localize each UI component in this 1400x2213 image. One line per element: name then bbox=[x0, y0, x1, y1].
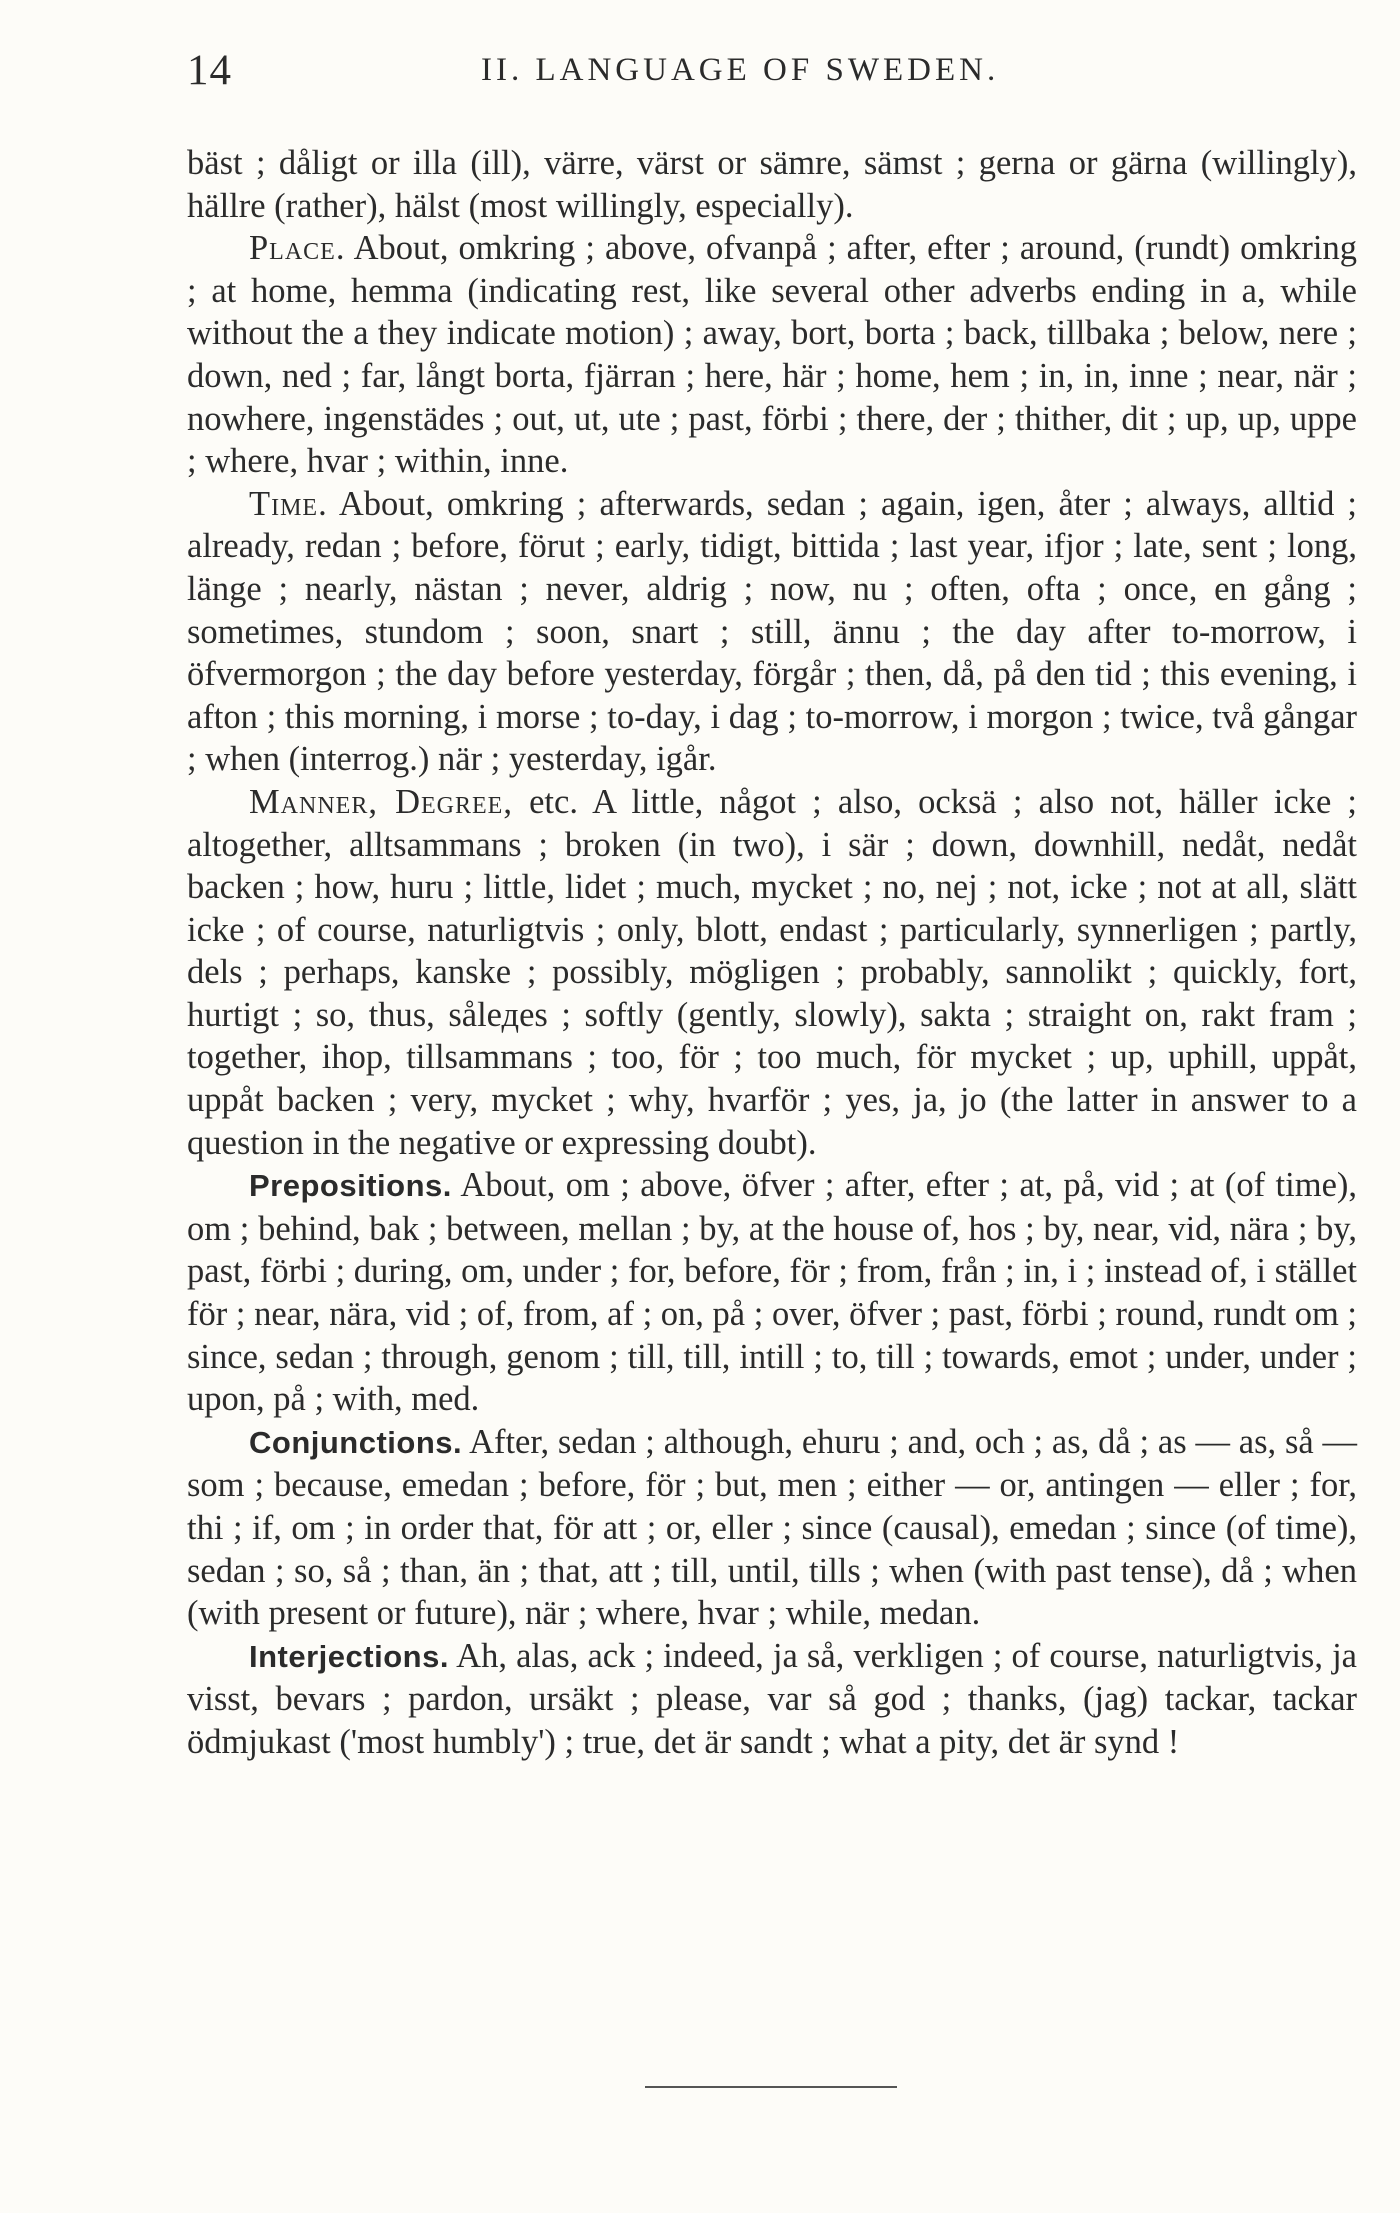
paragraph-continuation bbox=[187, 142, 1357, 227]
paragraph-manner bbox=[187, 781, 1357, 1164]
paragraph-conjunctions bbox=[187, 1421, 1357, 1635]
page-body bbox=[187, 142, 1357, 1764]
paragraph-text: After, sedan ; although, ehuru ; and, och ; as, då ; as — as, så — som ; because, emedan ; before, för ; but, men ; either — or, antingen — eller ; for, thi ; if, om ; in order that, för att ; or, eller ; since (causal), emedan ; since (of time), sedan ; so, så ; than, än ; that, att ; till, until, tills ; when (with past tense), då ; when (with present or future), när ; where, hvar ; while, medan. bbox=[187, 1422, 1357, 1633]
section-heading-place: Place. bbox=[249, 229, 346, 268]
section-heading-interjections: Interjections. bbox=[249, 1638, 449, 1674]
paragraph-prepositions bbox=[187, 1164, 1357, 1421]
paragraph-text: About, omkring ; afterwards, sedan ; again, igen, åter ; always, alltid ; already, redan ; before, förut ; early, tidigt, bittida ; last year, ifjor ; late, sent ; long, länge ; nearly, nästan ; never, aldrig ; now, nu ; often, ofta ; once, en gång ; sometimes, stundom ; soon, snart ; still, ännu ; the day after to-morrow, i öfvermorgon ; the day before yesterday, förgår ; then, då, på den tid ; this evening, i afton ; this morning, i morse ; to-day, i dag ; to-morrow, i morgon ; twice, två gångar ; when (interrog.) när ; yesterday, igår. bbox=[187, 484, 1357, 779]
section-heading-conjunctions: Conjunctions. bbox=[249, 1424, 463, 1460]
paragraph-text: About, omkring ; above, ofvanpå ; after, efter ; around, (rundt) omkring ; at home, hemma (indicating rest, like several other adverbs ending in a, while without the a they indicate motion) ; away, bort, borta ; back, tillbaka ; below, nere ; down, ned ; far, långt borta, fjärran ; here, här ; home, hem ; in, in, inne ; near, när ; nowhere, ingenstädes ; out, ut, ute ; past, förbi ; there, der ; thither, dit ; up, up, uppe ; where, hvar ; within, inne. bbox=[187, 229, 1357, 481]
paragraph-place bbox=[187, 227, 1357, 483]
paragraph-text: Ah, alas, ack ; indeed, ja så, verkligen ; of course, naturligtvis, ja visst, bevars ; pardon, ursäkt ; please, var så god ; thanks, (jag) tackar, tackar ödmjukast ('most humbly') ; true, det är sandt ; what a pity, det är synd ! bbox=[187, 1636, 1357, 1761]
section-heading-manner: Manner, Degree, bbox=[249, 782, 513, 821]
page-number: 14 bbox=[187, 47, 232, 94]
running-header bbox=[187, 46, 1357, 102]
paragraph-text: bäst ; dåligt or illa (ill), värre, värst or sämre, sämst ; gerna or gärna (willingly), hällre (rather), hälst (most willingly, especially). bbox=[187, 144, 1357, 225]
section-heading-time: Time. bbox=[249, 484, 328, 523]
paragraph-text: etc. A little, något ; also, ocksä ; also not, häller icke ; altogether, alltsammans ; broken (in two), i sär ; down, downhill, nedåt, nedåt backen ; how, huru ; little, lidet ; much, mycket ; no, nej ; not, icke ; not at all, slätt icke ; of course, naturligtvis ; only, blott, endast ; particularly, synnerligen ; partly, dels ; perhaps, kanske ; possibly, mögligen ; probably, sannolikt ; quickly, fort, hurtigt ; so, thus, sålедes ; softly (gently, slowly), sakta ; straight on, rakt fram ; together, ihop, tillsammans ; too, för ; too much, för mycket ; up, uphill, uppåt, uppåt backen ; very, mycket ; why, hvarför ; yes, ja, jo (the latter in answer to a question in the negative or expressing doubt). bbox=[187, 782, 1357, 1162]
end-rule bbox=[645, 2086, 897, 2088]
running-title: II. LANGUAGE OF SWEDEN. bbox=[481, 52, 1000, 88]
section-heading-prepositions: Prepositions. bbox=[249, 1168, 452, 1204]
paragraph-interjections bbox=[187, 1635, 1357, 1764]
paragraph-text: About, om ; above, öfver ; after, efter ; at, på, vid ; at (of time), om ; behind, bak ; between, mellan ; by, at the house of, hos ; by, near, vid, nära ; by, past, förbi ; during, om, under ; for, before, för ; from, från ; in, i ; instead of, i stället för ; near, nära, vid ; of, from, af ; on, på ; over, öfver ; past, förbi ; round, rundt om ; since, sedan ; through, genom ; till, till, intill ; to, till ; towards, emot ; under, under ; upon, på ; with, med. bbox=[187, 1166, 1357, 1419]
paragraph-time bbox=[187, 483, 1357, 781]
